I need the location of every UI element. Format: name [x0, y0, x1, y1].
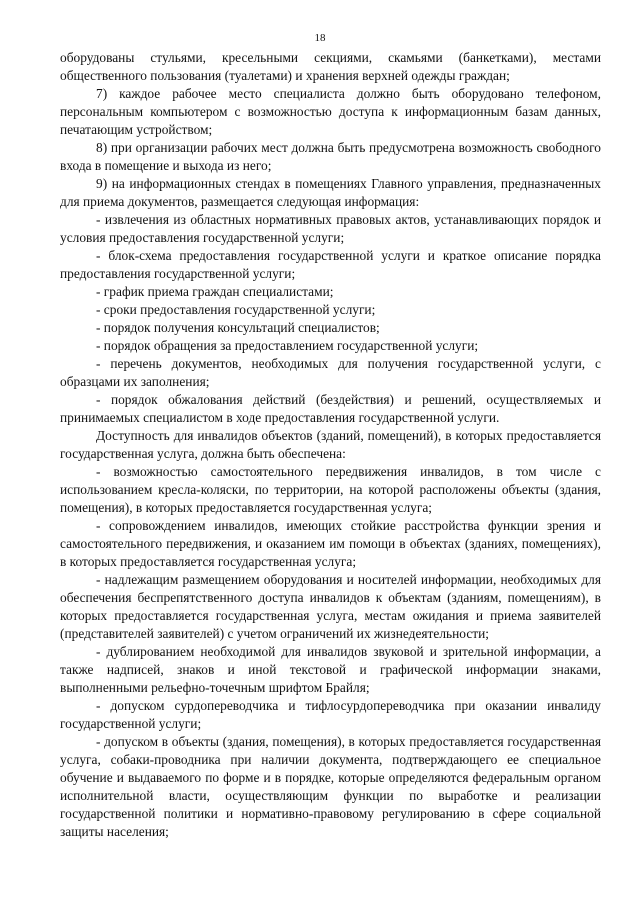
page-number: 18: [314, 32, 326, 44]
paragraph-continuation: оборудованы стульями, кресельными секциями, скамьями (банкетками), местами общественного пользования (туалетами) и хранения верхней одежды граждан;: [60, 50, 601, 83]
list-item-equipment-placement: - надлежащим размещением оборудования и носителей информации, необходимых для обеспечения беспрепятственного доступа инвалидов к объектам (зданиям, помещениям), в которых предоставляется государственная услуга, местам ожидания и приема заявителей (представителей заявителей) с учетом ограничений их жизнедеятельности;: [60, 572, 601, 641]
list-item-application-procedure: - порядок обращения за предоставлением государственной услуги;: [96, 338, 479, 353]
list-item-duplication: - дублированием необходимой для инвалидов звуковой и зрительной информации, а также надписей, знаков и иной текстовой и графической информации знаками, выполненными рельефно-точечным шрифтом Брайля;: [60, 644, 601, 695]
document-body: [60, 49, 601, 841]
paragraph-item-9: 9) на информационных стендах в помещениях Главного управления, предназначенных для приема документов, размещается следующая информация:: [60, 176, 601, 209]
list-item-regulations: - извлечения из областных нормативных правовых актов, устанавливающих порядок и условия предоставления государственной услуги;: [60, 212, 601, 245]
list-item-sign-interpreter: - допуском сурдопереводчика и тифлосурдопереводчика при оказании инвалиду государственной услуги;: [60, 698, 601, 731]
list-item-escort: - сопровождением инвалидов, имеющих стойкие расстройства функции зрения и самостоятельного передвижения, и оказанием им помощи в объектах (зданиях, помещениях), в которых предоставляется государственная услуга;: [60, 518, 601, 569]
list-item-appeal-procedure: - порядок обжалования действий (бездействия) и решений, осуществляемых и принимаемых специалистом в ходе предоставления государственной услуги.: [60, 392, 601, 425]
list-item-flowchart: - блок-схема предоставления государственной услуги и краткое описание порядка предоставления государственной услуги;: [60, 248, 601, 281]
list-item-consultations: - порядок получения консультаций специалистов;: [96, 320, 380, 335]
list-item-terms: - сроки предоставления государственной услуги;: [96, 302, 376, 317]
list-item-guide-dog: - допуском в объекты (здания, помещения), в которых предоставляется государственная услуга, собаки-проводника при наличии документа, подтверждающего ее специальное обучение и выдаваемого по форме и в порядке, которые определяются федеральным органом исполнительной власти, осуществляющим функции по выработке и реализации государственной политики и нормативно-правовому регулированию в сфере социальной защиты населения;: [60, 734, 601, 839]
paragraph-accessibility: Доступность для инвалидов объектов (зданий, помещений), в которых предоставляется государственная услуга, должна быть обеспечена:: [60, 428, 601, 461]
list-item-documents: - перечень документов, необходимых для получения государственной услуги, с образцами их заполнения;: [60, 356, 601, 389]
list-item-schedule: - график приема граждан специалистами;: [96, 284, 334, 299]
paragraph-item-7: 7) каждое рабочее место специалиста должно быть оборудовано телефоном, персональным компьютером с возможностью доступа к информационным базам данных, печатающим устройством;: [60, 86, 601, 137]
paragraph-item-8: 8) при организации рабочих мест должна быть предусмотрена возможность свободного входа в помещение и выхода из него;: [60, 140, 601, 173]
list-item-independent-movement: - возможностью самостоятельного передвижения инвалидов, в том числе с использованием кресла-коляски, по территории, на которой расположены объекты (здания, помещения), в которых предоставляется государственная услуга;: [60, 464, 601, 515]
